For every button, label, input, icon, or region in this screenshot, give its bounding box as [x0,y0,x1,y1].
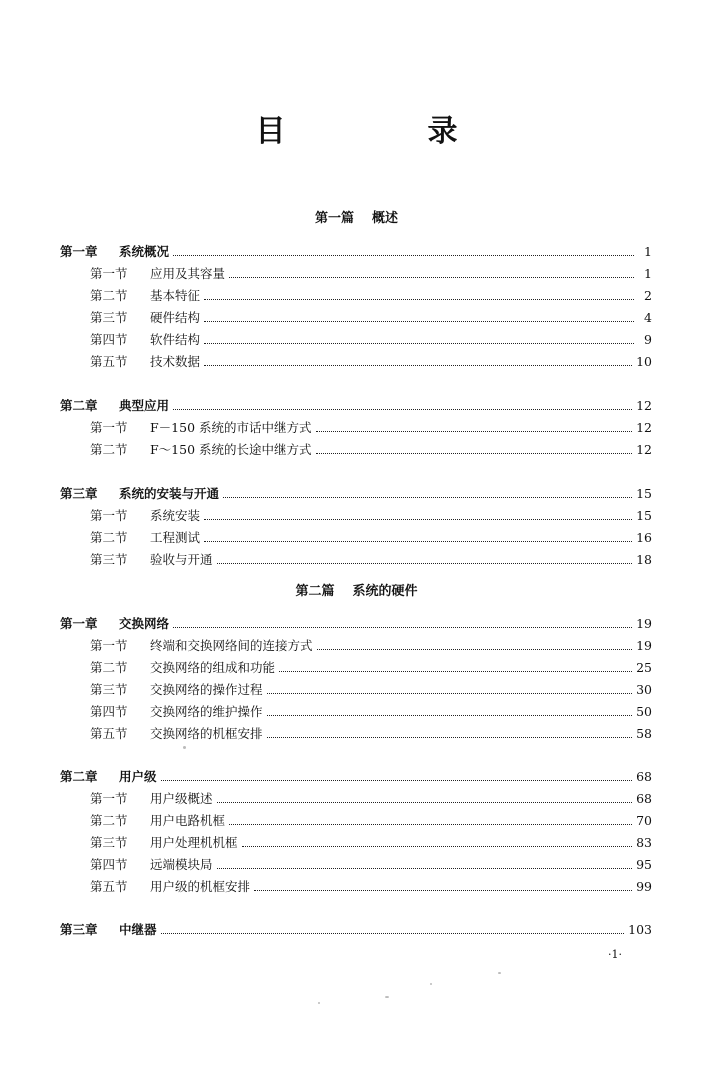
page-number: 68 [636,769,652,784]
section-label: 第二节 [90,530,128,545]
page-number: 12 [636,398,652,413]
chapter-title: 中继器 [119,922,157,937]
dot-leader [279,671,632,672]
toc-section-row[interactable] [90,330,652,350]
section-title: 交换网络的机框安排 [150,726,263,741]
chapter-title: 用户级 [119,769,157,784]
toc-chapter-row[interactable] [60,242,652,262]
section-title: F～150 系统的长途中继方式 [150,442,312,457]
page-number: 1 [644,244,652,259]
section-label: 第二节 [90,288,128,303]
part-name: 概述 [372,211,399,226]
toc-section-row[interactable] [90,418,652,438]
toc-section-row[interactable] [90,789,652,809]
section-title: 基本特征 [150,288,201,303]
section-title: 远端模块局 [150,857,213,872]
toc-section-row[interactable] [90,506,652,526]
dot-leader [204,299,634,300]
section-label: 第二节 [90,442,128,457]
toc-section-row[interactable] [90,811,652,831]
dot-leader [204,365,632,366]
section-label: 第一节 [90,638,128,653]
part-heading [0,583,713,601]
page-number: 12 [636,442,652,457]
page-number: 15 [636,486,652,501]
toc-chapter-row[interactable] [60,484,652,504]
chapter-title: 系统的安装与开通 [119,486,220,501]
chapter-label: 第二章 [60,398,98,413]
chapter-label: 第一章 [60,616,98,631]
dot-leader [229,277,634,278]
toc-section-row[interactable] [90,308,652,328]
section-label: 第二节 [90,813,128,828]
page-number: 12 [636,420,652,435]
dot-leader [161,780,633,781]
part-heading [0,210,713,228]
dot-leader [173,409,632,410]
toc-section-row[interactable] [90,724,652,744]
dot-leader [173,627,632,628]
section-label: 第三节 [90,682,128,697]
scan-speck [385,996,389,998]
chapter-title: 交换网络 [119,616,170,631]
dot-leader [267,737,633,738]
part-label: 第二篇 [295,584,335,599]
section-title: 验收与开通 [150,552,213,567]
chapter-title: 系统概况 [119,244,170,259]
page-number: 4 [644,310,652,325]
chapter-label: 第二章 [60,769,98,784]
page-number: 2 [644,288,652,303]
dot-leader [204,321,634,322]
toc-section-row[interactable] [90,702,652,722]
dot-leader [254,890,632,891]
toc-section-row[interactable] [90,440,652,460]
page-number: 68 [636,791,652,806]
page-number: 9 [644,332,652,347]
section-title: 应用及其容量 [150,266,226,281]
toc-chapter-row[interactable] [60,396,652,416]
toc-section-row[interactable] [90,855,652,875]
page-number: 25 [636,660,652,675]
dot-leader [316,431,633,432]
section-title: 用户级的机框安排 [150,879,251,894]
section-label: 第五节 [90,354,128,369]
part-name: 系统的硬件 [352,584,418,599]
toc-section-row[interactable] [90,528,652,548]
page-number: 30 [636,682,652,697]
section-label: 第四节 [90,332,128,347]
section-label: 第三节 [90,552,128,567]
dot-leader [267,693,633,694]
scan-speck [430,983,432,985]
page-number: 83 [636,835,652,850]
dot-leader [217,802,633,803]
section-label: 第五节 [90,879,128,894]
toc-section-row[interactable] [90,658,652,678]
toc-section-row[interactable] [90,877,652,897]
toc-section-row[interactable] [90,680,652,700]
section-title: 技术数据 [150,354,201,369]
section-label: 第三节 [90,835,128,850]
page-number: 58 [636,726,652,741]
dot-leader [242,846,633,847]
toc-chapter-row[interactable] [60,920,652,940]
page-number: 95 [636,857,652,872]
section-title: 交换网络的维护操作 [150,704,263,719]
page-number: 1 [644,266,652,281]
part-label: 第一篇 [314,211,354,226]
section-label: 第一节 [90,508,128,523]
section-label: 第四节 [90,857,128,872]
section-label: 第一节 [90,791,128,806]
section-label: 第五节 [90,726,128,741]
page-number: 70 [636,813,652,828]
scan-speck [318,1002,320,1004]
chapter-title: 典型应用 [119,398,170,413]
dot-leader [204,541,632,542]
dot-leader [223,497,632,498]
section-title: 硬件结构 [150,310,201,325]
dot-leader [267,715,633,716]
section-title: F－150 系统的市话中继方式 [150,420,312,435]
section-title: 终端和交换网络间的连接方式 [150,638,313,653]
section-title: 用户级概述 [150,791,213,806]
section-title: 交换网络的操作过程 [150,682,263,697]
scan-speck [183,746,186,749]
toc-section-row[interactable] [90,550,652,570]
section-label: 第一节 [90,266,128,281]
dot-leader [204,519,632,520]
chapter-label: 第三章 [60,486,98,501]
page-number: 18 [636,552,652,567]
dot-leader [217,563,633,564]
dot-leader [161,933,625,934]
chapter-label: 第一章 [60,244,98,259]
section-title: 软件结构 [150,332,201,347]
page-number: 10 [636,354,652,369]
page-number: 99 [636,879,652,894]
section-label: 第二节 [90,660,128,675]
toc-section-row[interactable] [90,286,652,306]
scan-speck [498,972,501,974]
dot-leader [204,343,634,344]
toc-section-row[interactable] [90,352,652,372]
section-title: 用户电路机框 [150,813,226,828]
section-label: 第三节 [90,310,128,325]
section-title: 工程测试 [150,530,201,545]
page-number: 15 [636,508,652,523]
page-number: 103 [628,922,652,937]
dot-leader [317,649,633,650]
chapter-label: 第三章 [60,922,98,937]
dot-leader [229,824,632,825]
page-title: 目 录 [255,114,514,149]
toc-chapter-row[interactable] [60,614,652,634]
section-title: 交换网络的组成和功能 [150,660,276,675]
section-label: 第四节 [90,704,128,719]
dot-leader [217,868,633,869]
page-marker: ·1· [608,948,622,961]
page-number: 50 [636,704,652,719]
page-number: 19 [636,638,652,653]
section-label: 第一节 [90,420,128,435]
dot-leader [173,255,634,256]
toc-section-row[interactable] [90,264,652,284]
page-number: 16 [636,530,652,545]
toc-section-row[interactable] [90,636,652,656]
section-title: 系统安装 [150,508,201,523]
toc-section-row[interactable] [90,833,652,853]
dot-leader [316,453,633,454]
section-title: 用户处理机机框 [150,835,238,850]
page-number: 19 [636,616,652,631]
toc-chapter-row[interactable] [60,767,652,787]
